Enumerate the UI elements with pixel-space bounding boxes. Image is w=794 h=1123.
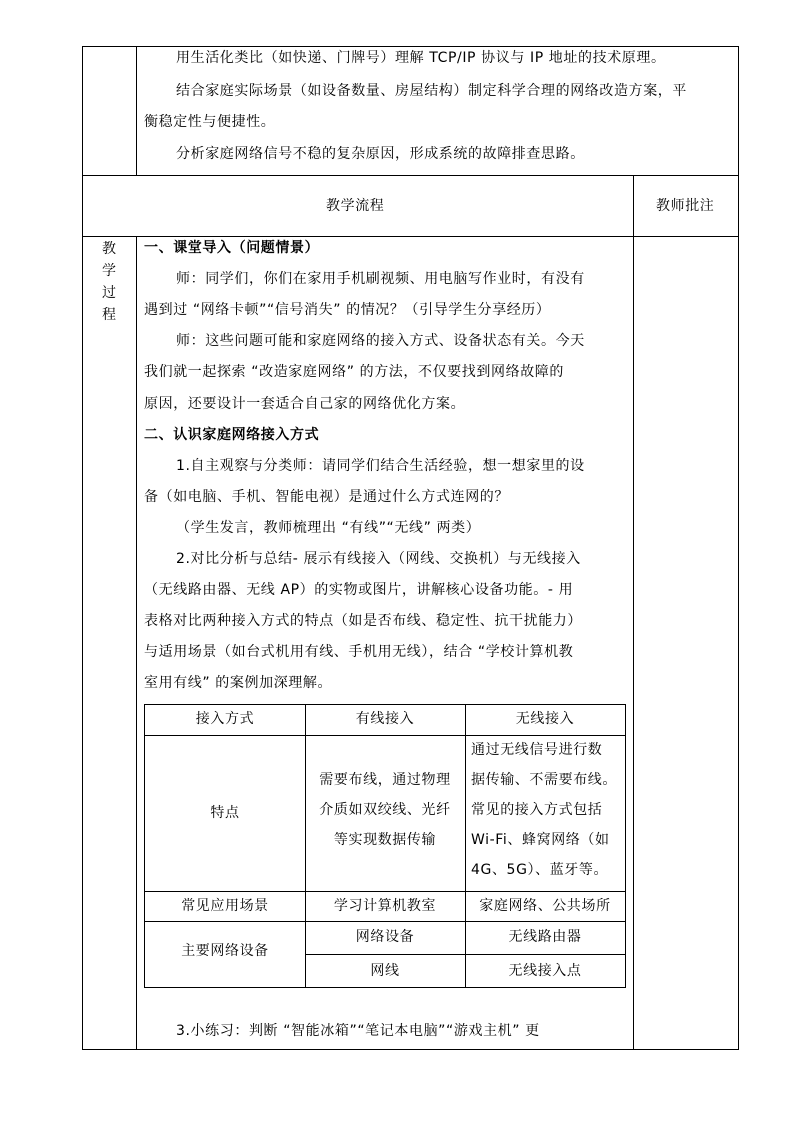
wireless-feature-line: 通过无线信号进行数 <box>471 742 603 758</box>
side-label-char: 程 <box>102 307 116 323</box>
teacher-note-title: 教师批注 <box>656 198 715 214</box>
wireless-feature-line: 常见的接入方式包括 <box>471 802 603 818</box>
outer-left-border <box>82 46 83 1050</box>
table-row-divider-devices-inner <box>305 954 625 955</box>
section-2-title: 二、认识家庭网络接入方式 <box>144 427 320 443</box>
objective-line-2b: 衡稳定性与便捷性。 <box>144 114 276 130</box>
table-row-label-devices: 主要网络设备 <box>181 943 269 959</box>
wireless-feature-line: 4G、5G）、蓝牙等。 <box>471 862 609 878</box>
table-header-wireless: 无线接入 <box>515 711 575 727</box>
table-row-label-scene: 常见应用场景 <box>181 898 269 914</box>
section-2-paragraph-3e: 室用有线” 的案例加深理解。 <box>144 675 333 691</box>
section-1-paragraph-2b: 我们就一起探索 “改造家庭网络” 的方法，不仅要找到网络故障的 <box>144 364 565 380</box>
wireless-feature-line: Wi-Fi、蜂窝网络（如 <box>471 832 610 848</box>
table-cell-wireless-device-2: 无线接入点 <box>508 963 582 979</box>
side-label-char: 学 <box>102 263 116 279</box>
section-1-paragraph-1b: 遇到过 “网络卡顿”“信号消失” 的情况？（引导学生分享经历） <box>144 302 551 318</box>
outer-bottom-border <box>82 1049 739 1050</box>
objective-line-1: 用生活化类比（如快递、门牌号）理解 TCP/IP 协议与 IP 地址的技术原理。 <box>176 50 666 66</box>
wired-feature-line: 介质如双绞线、光纤 <box>319 802 451 818</box>
first-column-divider-top <box>136 46 137 175</box>
teaching-process-label <box>82 238 136 326</box>
wireless-feature-line: 据传输、不需要布线。 <box>471 772 617 788</box>
section-1-paragraph-1a: 师：同学们，你们在家用手机刷视频、用电脑写作业时，有没有 <box>176 271 585 287</box>
table-row-label-feature: 特点 <box>210 805 240 821</box>
section-2-paragraph-3a: 2.对比分析与总结- 展示有线接入（网线、交换机）与无线接入 <box>176 551 581 567</box>
side-label-char: 教 <box>102 241 116 257</box>
section-2-paragraph-4: 3.小练习：判断 “智能冰箱”“笔记本电脑”“游戏主机” 更 <box>176 1023 540 1039</box>
table-cell-wired-feature <box>305 765 465 855</box>
side-label-char: 过 <box>102 285 116 301</box>
objective-line-2a: 结合家庭实际场景（如设备数量、房屋结构）制定科学合理的网络改造方案，平 <box>176 83 687 99</box>
section-2-paragraph-1a: 1.自主观察与分类师：请同学们结合生活经验，想一想家里的设 <box>176 458 585 474</box>
flow-title: 教学流程 <box>326 198 385 214</box>
section-1-paragraph-2a: 师：这些问题可能和家庭网络的接入方式、设备状态有关。今天 <box>176 333 585 349</box>
table-cell-wireless-feature <box>471 735 625 885</box>
section-2-paragraph-2: （学生发言，教师梳理出 “有线”“无线” 两类） <box>176 520 481 536</box>
outer-top-border <box>82 46 739 47</box>
comparison-table <box>144 704 626 988</box>
section-2-paragraph-3b: （无线路由器、无线 AP）的实物或图片，讲解核心设备功能。- 用 <box>144 582 574 598</box>
table-cell-wired-device-2: 网线 <box>370 963 400 979</box>
section-2-paragraph-3d: 与适用场景（如台式机用有线、手机用无线），结合 “学校计算机教 <box>144 644 574 660</box>
table-row-divider-scene <box>145 921 625 922</box>
table-cell-wireless-device-1: 无线路由器 <box>508 929 582 945</box>
table-cell-wired-scene: 学习计算机教室 <box>333 898 437 914</box>
first-column-divider-bottom <box>136 236 137 1050</box>
wired-feature-line: 需要布线，通过物理 <box>319 772 451 788</box>
row-divider-1 <box>82 175 739 176</box>
objective-line-3: 分析家庭网络信号不稳的复杂原因，形成系统的故障排查思路。 <box>176 146 585 162</box>
table-cell-wireless-scene: 家庭网络、公共场所 <box>479 898 611 914</box>
wired-feature-line: 等实现数据传输 <box>333 832 437 848</box>
outer-right-border <box>738 46 739 1050</box>
table-header-wired: 有线接入 <box>355 711 415 727</box>
section-2-paragraph-3c: 表格对比两种接入方式的特点（如是否布线、稳定性、抗干扰能力） <box>144 613 582 629</box>
section-1-title: 一、课堂导入（问题情景） <box>144 240 320 256</box>
table-cell-wired-device-1: 网络设备 <box>355 929 415 945</box>
section-2-paragraph-1b: 备（如电脑、手机、智能电视）是通过什么方式连网的？ <box>144 489 509 505</box>
row-divider-2 <box>82 236 739 237</box>
table-header-type: 接入方式 <box>195 711 255 727</box>
note-column-divider <box>633 175 634 1050</box>
section-1-paragraph-2c: 原因，还要设计一套适合自己家的网络优化方案。 <box>144 396 466 412</box>
